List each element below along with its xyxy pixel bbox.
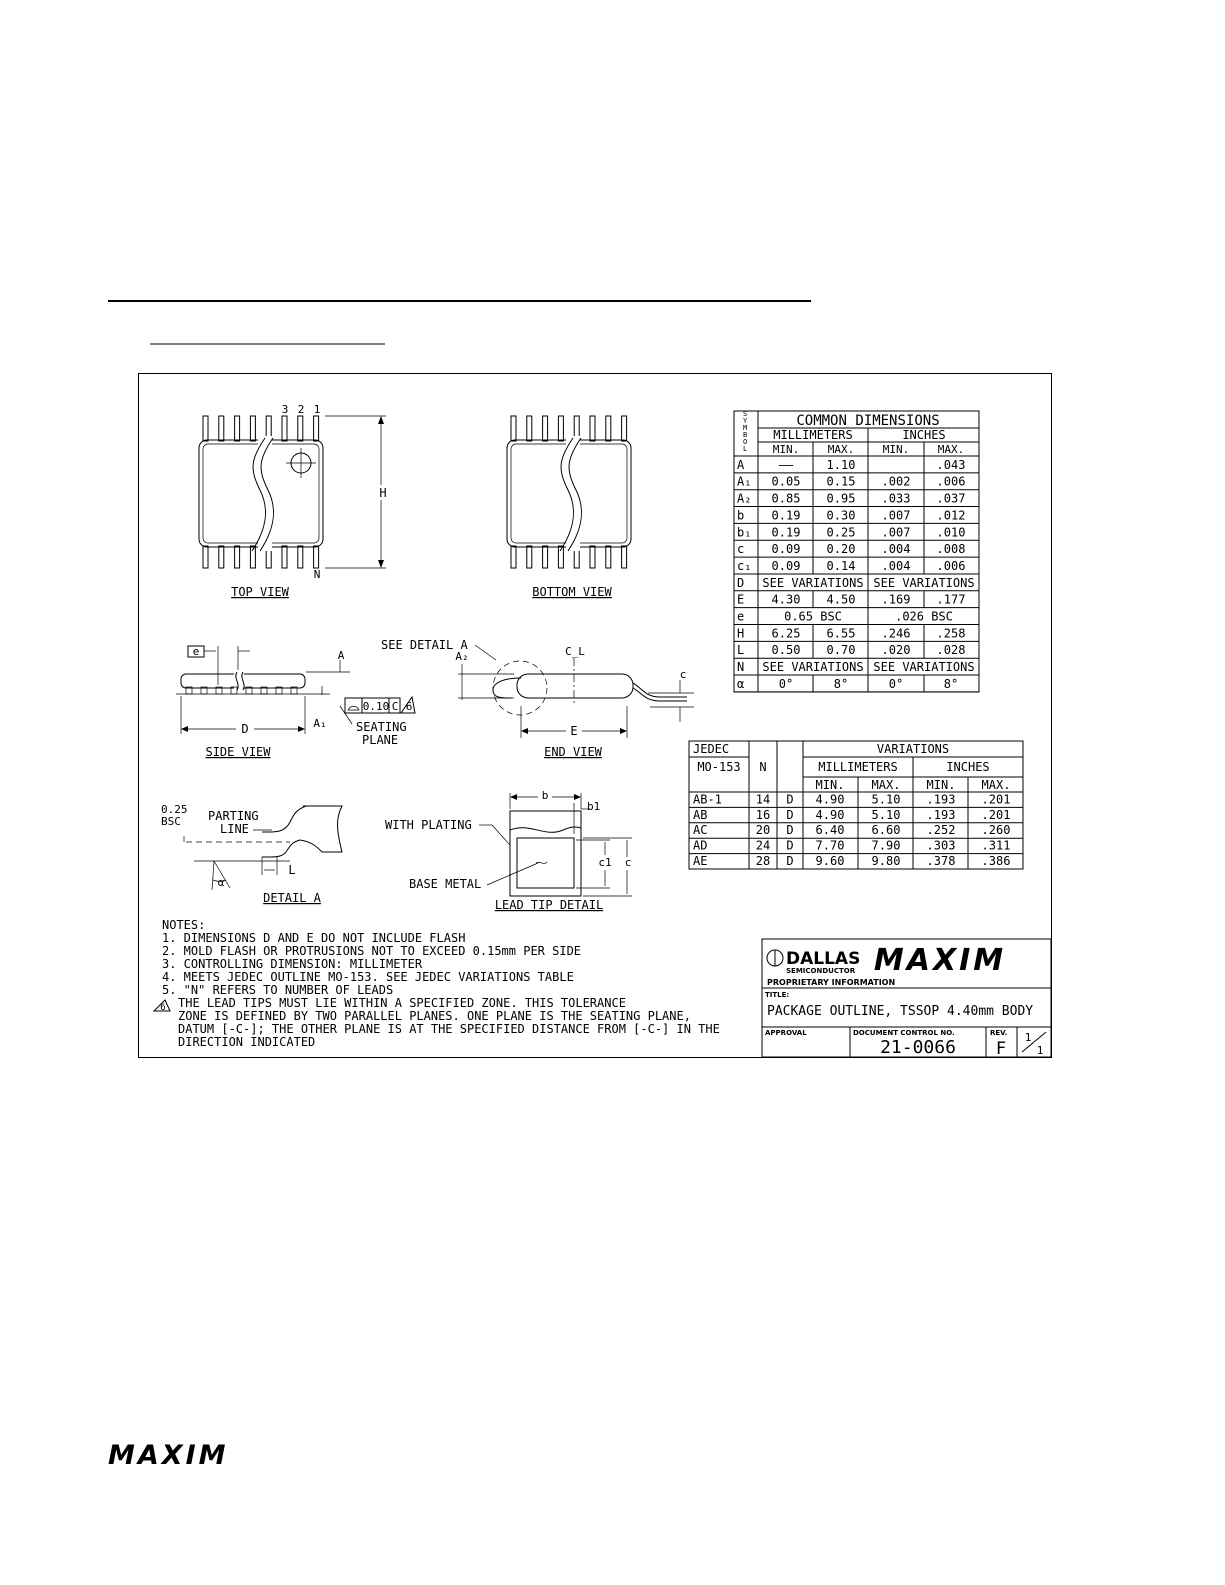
common-row-in-max: .008 <box>936 542 966 557</box>
lead <box>282 416 287 441</box>
variation-mm-max: 6.60 <box>871 823 901 838</box>
lead <box>622 416 627 441</box>
lead <box>219 416 224 441</box>
variation-lead-count: 28 <box>755 854 771 868</box>
common-row-mm-min: —— <box>778 457 794 472</box>
common-row-symbol: A₁ <box>737 474 752 489</box>
common-row-mm-span: SEE VARIATIONS <box>762 660 864 675</box>
detail-a <box>161 803 342 905</box>
base-metal-label: BASE METAL <box>409 877 482 891</box>
common-row-in-min: 0° <box>888 676 904 691</box>
note-line: ZONE IS DEFINED BY TWO PARALLEL PLANES. ONE PLANE IS THE SEATING PLANE, <box>178 1009 691 1023</box>
lead <box>543 546 548 568</box>
common-row-in-max: .177 <box>936 592 966 607</box>
note-6-number: 6 <box>160 1003 166 1013</box>
common-row-mm-max: 0.25 <box>826 525 856 540</box>
centerline-label: C̲L <box>565 645 585 658</box>
lead <box>314 546 319 568</box>
jedec-variations-table <box>689 741 1023 869</box>
dim-b-label: b <box>541 789 549 802</box>
lead <box>235 546 240 568</box>
common-row-symbol: A <box>737 457 745 472</box>
variation-mm-min: 7.70 <box>815 838 845 853</box>
common-row-in-max: .258 <box>936 626 966 641</box>
variation-in-min: .303 <box>926 838 956 853</box>
symbol-column-header: S Y M B O L <box>743 410 748 453</box>
variations-mm-max-header: MAX. <box>871 778 901 792</box>
title-block <box>762 939 1051 1059</box>
common-row-in-min: .033 <box>881 491 911 506</box>
common-mm-max-header: MAX. <box>827 443 855 456</box>
revision-value: F <box>995 1039 1007 1059</box>
variation-mm-min: 9.60 <box>815 854 845 868</box>
notes <box>162 918 720 1049</box>
variation-in-max: .201 <box>981 792 1011 807</box>
lead <box>298 416 303 441</box>
variation-lead-count: 14 <box>755 792 771 807</box>
common-in-header: INCHES <box>902 428 946 442</box>
tolerance-value: 0.10 <box>362 700 390 713</box>
lead <box>543 416 548 441</box>
document-number: 21-0066 <box>880 1037 956 1058</box>
common-row-in-span: .026 BSC <box>895 609 953 624</box>
common-row-symbol: b <box>737 508 745 523</box>
lead <box>235 416 240 441</box>
common-row-in-max: .012 <box>936 508 966 523</box>
tolerance-datum: C <box>391 700 399 713</box>
common-row-in-min: .004 <box>881 542 911 557</box>
variation-lead-count: 20 <box>755 823 771 838</box>
common-row-mm-min: 0.19 <box>771 525 801 540</box>
note-line: 5. "N" REFERS TO NUMBER OF LEADS <box>162 983 394 997</box>
lead <box>203 546 208 568</box>
common-row-mm-max: 8° <box>833 676 849 691</box>
variation-in-max: .386 <box>981 854 1011 868</box>
variations-in-header: INCHES <box>946 760 990 774</box>
detail-a-circle <box>493 661 547 715</box>
common-row-in-max: .006 <box>936 558 966 573</box>
common-dimensions-title: COMMON DIMENSIONS <box>796 413 940 429</box>
common-row-mm-min: 4.30 <box>771 592 801 607</box>
document-control-label: DOCUMENT CONTROL NO. <box>853 1029 955 1037</box>
variation-in-min: .193 <box>926 792 956 807</box>
variations-in-max-header: MAX. <box>981 778 1011 792</box>
variation-in-max: .260 <box>981 823 1011 838</box>
lead <box>298 546 303 568</box>
dim-c-lead-label: c <box>624 856 632 869</box>
common-mm-min-header: MIN. <box>772 443 800 456</box>
variation-lead-count: 16 <box>755 807 771 822</box>
lead-tip-plating-wave <box>510 827 581 832</box>
alpha-angle-label: α <box>217 876 225 889</box>
note-line: THE LEAD TIPS MUST LIE WITHIN A SPECIFIED ZONE. THIS TOLERANCE <box>178 996 626 1010</box>
proprietary-information: PROPRIETARY INFORMATION <box>767 978 896 987</box>
common-row-mm-span: SEE VARIATIONS <box>762 575 864 590</box>
dim-b1-label: b1 <box>587 800 601 813</box>
end-view-body <box>517 674 633 698</box>
variation-mm-min: 6.40 <box>815 823 845 838</box>
lead <box>511 546 516 568</box>
common-row-symbol: N <box>737 660 745 675</box>
common-row-symbol: α <box>737 676 745 691</box>
common-row-mm-max: 1.10 <box>826 457 856 472</box>
lead <box>250 416 255 441</box>
common-row-in-span: SEE VARIATIONS <box>873 575 975 590</box>
lead <box>590 546 595 568</box>
variation-dimension: D <box>786 854 794 868</box>
variation-code: AB-1 <box>693 792 722 807</box>
pin-label-3: 3 <box>281 403 289 416</box>
sheet-total: 1 <box>1036 1044 1044 1057</box>
tolerance-note-ref: 6 <box>405 700 413 713</box>
variation-code: AD <box>693 838 708 853</box>
lead <box>606 416 611 441</box>
side-view <box>176 645 415 759</box>
note-line: 2. MOLD FLASH OR PROTRUSIONS NOT TO EXCEED 0.15mm PER SIDE <box>162 944 582 958</box>
common-row-in-span: SEE VARIATIONS <box>873 660 975 675</box>
common-row-symbol: E <box>737 592 745 607</box>
parting-line-label-1: PARTING <box>208 809 259 823</box>
variation-in-max: .311 <box>981 838 1011 853</box>
common-row-mm-min: 0.19 <box>771 508 801 523</box>
common-row-in-max: .028 <box>936 643 966 658</box>
note-line: 3. CONTROLLING DIMENSION: MILLIMETER <box>162 957 423 971</box>
lead <box>282 546 287 568</box>
sheet-number: 1 <box>1024 1031 1032 1044</box>
common-row-mm-max: 0.14 <box>826 558 856 573</box>
lead-tip-caption: LEAD TIP DETAIL <box>494 898 604 912</box>
dim-a-label: A <box>337 649 345 662</box>
variation-mm-min: 4.90 <box>815 807 845 822</box>
lead-tip-outer <box>510 811 581 896</box>
common-row-in-max: 8° <box>943 676 959 691</box>
pin-label-2: 2 <box>297 403 305 416</box>
detail-a-lead-lower <box>262 840 300 857</box>
lead <box>314 416 319 441</box>
common-row-symbol: e <box>737 609 745 624</box>
common-row-symbol: b₁ <box>737 525 752 540</box>
lead <box>558 416 563 441</box>
variation-in-min: .252 <box>926 823 956 838</box>
bottom-view-caption: BOTTOM VIEW <box>532 585 612 599</box>
detail-a-body <box>300 806 342 852</box>
jedec-header: JEDEC <box>693 742 730 756</box>
detail-a-lead-upper <box>262 806 306 832</box>
seating-plane-label-1: SEATING <box>356 720 407 734</box>
common-row-mm-max: 4.50 <box>826 592 856 607</box>
variation-dimension: D <box>786 807 794 822</box>
lead <box>527 416 532 441</box>
common-row-in-max: .043 <box>936 457 966 472</box>
common-row-mm-min: 0.09 <box>771 558 801 573</box>
see-detail-a-label: SEE DETAIL A <box>381 638 468 652</box>
variation-in-max: .201 <box>981 807 1011 822</box>
common-row-mm-min: 0.85 <box>771 491 801 506</box>
maxim-logo-title-block: MAXIM <box>873 943 1007 978</box>
common-row-mm-max: 0.15 <box>826 474 856 489</box>
lead-tip-detail <box>385 789 632 912</box>
bsc-label: BSC <box>161 815 181 828</box>
variation-dimension: D <box>786 838 794 853</box>
seating-plane-label-2: PLANE <box>362 733 399 747</box>
variations-in-min-header: MIN. <box>926 778 956 792</box>
variation-code: AE <box>693 854 708 868</box>
pin-label-1: 1 <box>313 403 321 416</box>
variation-mm-max: 9.80 <box>871 854 901 868</box>
common-row-symbol: D <box>737 575 745 590</box>
common-row-mm-min: 0.09 <box>771 542 801 557</box>
with-plating-label: WITH PLATING <box>385 818 472 832</box>
lead <box>219 546 224 568</box>
dim-d-label: D <box>241 722 249 736</box>
variation-mm-max: 5.10 <box>871 792 901 807</box>
common-in-max-header: MAX. <box>937 443 965 456</box>
common-row-symbol: c <box>737 542 745 557</box>
common-row-symbol: H <box>737 626 745 641</box>
top-view <box>199 403 387 599</box>
dim-a1-label: A₁ <box>313 717 327 730</box>
dallas-logo-text: DALLAS <box>786 949 861 969</box>
common-row-symbol: c₁ <box>737 558 752 573</box>
common-row-mm-max: 0.70 <box>826 643 856 658</box>
variation-lead-count: 24 <box>755 838 771 853</box>
note-line: 1. DIMENSIONS D AND E DO NOT INCLUDE FLASH <box>162 931 466 945</box>
common-row-in-min: .004 <box>881 558 911 573</box>
variation-dimension: D <box>786 792 794 807</box>
common-row-symbol: A₂ <box>737 491 752 506</box>
lead <box>622 546 627 568</box>
variation-code: AB <box>693 807 708 822</box>
top-view-caption: TOP VIEW <box>231 585 289 599</box>
semiconductor-text: SEMICONDUCTOR <box>786 967 856 975</box>
common-row-in-max: .006 <box>936 474 966 489</box>
common-row-in-min: .007 <box>881 525 911 540</box>
variations-mm-header: MILLIMETERS <box>818 760 898 774</box>
bsc-value-label: 0.25 <box>161 803 188 816</box>
variations-mm-min-header: MIN. <box>815 778 845 792</box>
common-row-mm-min: 0° <box>778 676 794 691</box>
end-view <box>381 638 694 759</box>
n-header: N <box>759 760 767 774</box>
variation-mm-max: 5.10 <box>871 807 901 822</box>
dim-e-width-label: E <box>570 724 578 738</box>
common-row-mm-max: 0.20 <box>826 542 856 557</box>
maxim-footer-logo: MAXIM <box>108 1440 229 1471</box>
package-title: PACKAGE OUTLINE, TSSOP 4.40mm BODY <box>767 1004 1034 1019</box>
common-in-min-header: MIN. <box>882 443 910 456</box>
parting-line-label-2: LINE <box>220 822 249 836</box>
common-row-in-min: .169 <box>881 592 911 607</box>
common-row-symbol: L <box>737 643 745 658</box>
dim-c-label: c <box>679 668 687 681</box>
end-view-caption: END VIEW <box>544 745 602 759</box>
bottom-view <box>507 416 631 599</box>
dim-c1-label: c1 <box>598 856 612 869</box>
common-row-in-max: .010 <box>936 525 966 540</box>
dim-h-label: H <box>379 486 387 500</box>
common-row-mm-min: 0.50 <box>771 643 801 658</box>
common-row-mm-min: 0.05 <box>771 474 801 489</box>
common-row-in-min: .246 <box>881 626 911 641</box>
common-row-mm-max: 6.55 <box>826 626 856 641</box>
lead <box>606 546 611 568</box>
lead <box>203 416 208 441</box>
revision-label: REV. <box>990 1029 1008 1037</box>
dim-e-label: e <box>192 645 200 658</box>
end-view-lead-right <box>633 683 687 697</box>
title-label: TITLE: <box>765 991 790 999</box>
variations-rows <box>689 792 1023 868</box>
lead <box>527 546 532 568</box>
side-view-caption: SIDE VIEW <box>205 745 271 759</box>
variation-mm-min: 4.90 <box>815 792 845 807</box>
common-mm-header: MILLIMETERS <box>773 428 853 442</box>
detail-a-caption: DETAIL A <box>263 891 321 905</box>
common-row-mm-min: 6.25 <box>771 626 801 641</box>
common-row-in-min: .007 <box>881 508 911 523</box>
variation-in-min: .193 <box>926 807 956 822</box>
common-dimensions-rows <box>734 456 979 692</box>
mo153-header: MO-153 <box>697 760 741 774</box>
note-line: DATUM [-C-]; THE OTHER PLANE IS AT THE SPECIFIED DISTANCE FROM [-C-] IN THE <box>178 1022 720 1036</box>
common-row-mm-span: 0.65 BSC <box>784 609 842 624</box>
common-row-mm-max: 0.30 <box>826 508 856 523</box>
lead <box>511 416 516 441</box>
variation-dimension: D <box>786 823 794 838</box>
variations-title: VARIATIONS <box>876 742 950 756</box>
lead <box>590 416 595 441</box>
common-dimensions-table <box>734 410 979 692</box>
variation-in-min: .378 <box>926 854 956 868</box>
approval-label: APPROVAL <box>765 1029 807 1037</box>
note-line: 4. MEETS JEDEC OUTLINE MO-153. SEE JEDEC VARIATIONS TABLE <box>162 970 574 984</box>
common-row-in-min: .002 <box>881 474 911 489</box>
note-line: DIRECTION INDICATED <box>178 1035 316 1049</box>
common-row-in-min: .020 <box>881 643 911 658</box>
variation-code: AC <box>693 823 708 838</box>
dim-a2-label: A₂ <box>455 650 469 663</box>
common-row-in-max: .037 <box>936 491 966 506</box>
common-row-mm-max: 0.95 <box>826 491 856 506</box>
pin-label-n: N <box>313 568 321 581</box>
variation-mm-max: 7.90 <box>871 838 901 853</box>
dim-l-label: L <box>288 863 296 877</box>
notes-heading: NOTES: <box>162 918 206 932</box>
